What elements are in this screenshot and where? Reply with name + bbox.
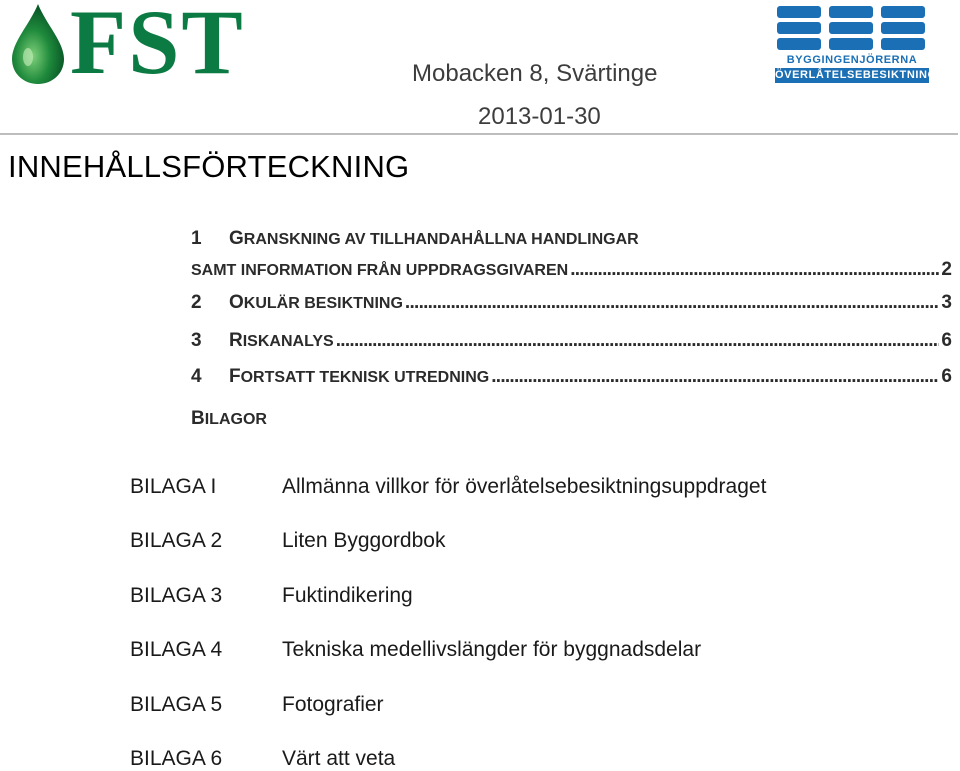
toc-entry-4[interactable] xyxy=(191,366,952,388)
attachment-row xyxy=(130,529,445,553)
attachment-id: BILAGA I xyxy=(130,475,217,498)
toc-number: 3 xyxy=(191,330,202,351)
toc-label: OKULÄR BESIKTNING xyxy=(229,292,403,313)
dot-leader xyxy=(491,366,939,388)
attachment-description: Värt att veta xyxy=(282,747,396,770)
dot-leader xyxy=(570,259,939,281)
sbr-line1: BYGGINGENJÖRERNA xyxy=(786,54,918,66)
fst-logo-text: FST xyxy=(70,0,245,93)
toc-number: 4 xyxy=(191,366,202,387)
report-date: 2013-01-30 xyxy=(478,103,601,130)
dot-leader xyxy=(336,330,940,352)
toc-page-number: 2 xyxy=(941,259,952,280)
toc-number: 2 xyxy=(191,292,202,313)
toc-label: RISKANALYS xyxy=(229,330,334,351)
attachment-description: Liten Byggordbok xyxy=(282,529,446,552)
attachment-description: Fuktindikering xyxy=(282,584,413,607)
attachment-id: BILAGA 4 xyxy=(130,638,223,661)
attachment-description: Tekniska medellivslängder för byggnadsdelar xyxy=(282,638,702,661)
attachment-id: BILAGA 5 xyxy=(130,693,223,716)
attachment-row xyxy=(130,475,766,499)
attachment-id: BILAGA 2 xyxy=(130,529,223,552)
attachment-description: Fotografier xyxy=(282,693,384,716)
toc-number: 1 xyxy=(191,228,202,249)
toc-entry-1[interactable] xyxy=(191,259,952,281)
fst-logo xyxy=(8,0,288,93)
attachment-description: Allmänna villkor för överlåtelsebesiktningsuppdraget xyxy=(282,475,767,498)
toc-label: SAMT INFORMATION FRÅN UPPDRAGSGIVAREN xyxy=(191,262,569,279)
toc-page-number: 6 xyxy=(941,366,952,387)
toc-page-number: 6 xyxy=(941,330,952,351)
sbr-mark-icon xyxy=(775,4,929,54)
attachment-id: BILAGA 3 xyxy=(130,584,223,607)
toc-entry-3[interactable] xyxy=(191,330,952,352)
dot-leader xyxy=(405,292,940,314)
attachment-row xyxy=(130,693,384,717)
attachments-heading: BILAGOR xyxy=(191,408,267,429)
attachment-row xyxy=(130,747,395,771)
sbr-line2: ÖVERLÅTELSEBESIKTNING xyxy=(775,69,937,81)
attachment-id: BILAGA 6 xyxy=(130,747,223,770)
water-drop-icon xyxy=(8,2,68,87)
attachment-row xyxy=(130,638,701,662)
toc-page-number: 3 xyxy=(941,292,952,313)
header-divider xyxy=(0,133,958,135)
page-title: INNEHÅLLSFÖRTECKNING xyxy=(8,149,410,184)
sbr-logo xyxy=(775,4,937,84)
property-address: Mobacken 8, Svärtinge xyxy=(412,60,658,87)
toc-label: FORTSATT TEKNISK UTREDNING xyxy=(229,366,490,387)
attachment-row xyxy=(130,584,413,608)
toc-entry-2[interactable] xyxy=(191,292,952,314)
toc-entry-1-line1[interactable]: 1 GRANSKNING AV TILLHANDAHÅLLNA HANDLINGAR xyxy=(191,228,639,249)
